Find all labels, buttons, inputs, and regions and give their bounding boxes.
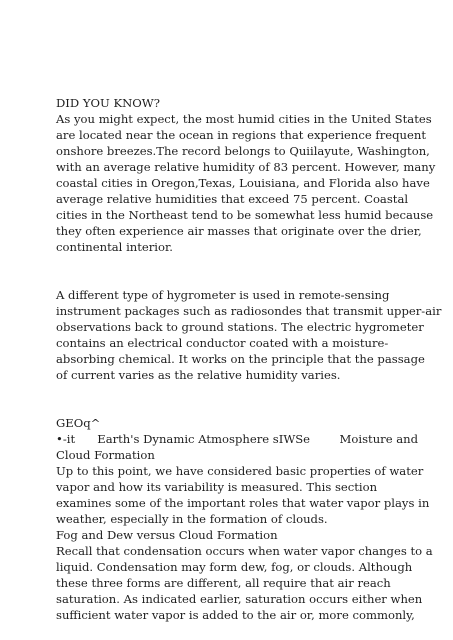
text-line: continental interior. <box>56 240 173 254</box>
section-heading: Fog and Dew versus Cloud Formation <box>56 528 278 542</box>
text-line: average relative humidities that exceed 75 percent. Coastal <box>56 192 409 206</box>
text-line: instrument packages such as radiosondes that transmit upper-air <box>56 304 442 318</box>
text-line: vapor and how its variability is measured. This section <box>56 480 378 494</box>
text-line: contains an electrical conductor coated with a moisture- <box>56 336 389 350</box>
sidebar-heading-did-you-know: DID YOU KNOW? <box>56 96 160 110</box>
text-line: cities in the Northeast tend to be somewhat less humid because <box>56 208 434 222</box>
text-line: liquid. Condensation may form dew, fog, or clouds. Although <box>56 560 413 574</box>
text-line: with an average relative humidity of 83 percent. However, many <box>56 160 436 174</box>
text-line: they often experience air masses that originate over the drier, <box>56 224 422 238</box>
text-line: examines some of the important roles that water vapor plays in <box>56 496 430 510</box>
text-line: As you might expect, the most humid cities in the United States <box>56 112 432 126</box>
text-line: sufficient water vapor is added to the air or, more commonly, <box>56 608 415 622</box>
text-line: coastal cities in Oregon,Texas, Louisiana, and Florida also have <box>56 176 430 190</box>
text-line: saturation. As indicated earlier, saturation occurs either when <box>56 592 423 606</box>
text-line: onshore breezes.The record belongs to Quiilayute, Washington, <box>56 144 430 158</box>
text-line: Cloud Formation <box>56 448 155 462</box>
text-line: weather, especially in the formation of clouds. <box>56 512 328 526</box>
text-line: these three forms are different, all require that air reach <box>56 576 391 590</box>
text-line: of current varies as the relative humidity varies. <box>56 368 341 382</box>
text-line: A different type of hygrometer is used in remote-sensing <box>56 288 390 302</box>
text-line: are located near the ocean in regions that experience frequent <box>56 128 426 142</box>
running-header-line: •-it Earth's Dynamic Atmosphere sIWSe Moisture and <box>56 432 419 446</box>
text-line: observations back to ground stations. The electric hygrometer <box>56 320 424 334</box>
text-line: Up to this point, we have considered basic properties of water <box>56 464 424 478</box>
text-line: Recall that condensation occurs when water vapor changes to a <box>56 544 433 558</box>
text-line: absorbing chemical. It works on the principle that the passage <box>56 352 425 366</box>
ocr-artifact-line: GEOq^ <box>56 416 101 430</box>
